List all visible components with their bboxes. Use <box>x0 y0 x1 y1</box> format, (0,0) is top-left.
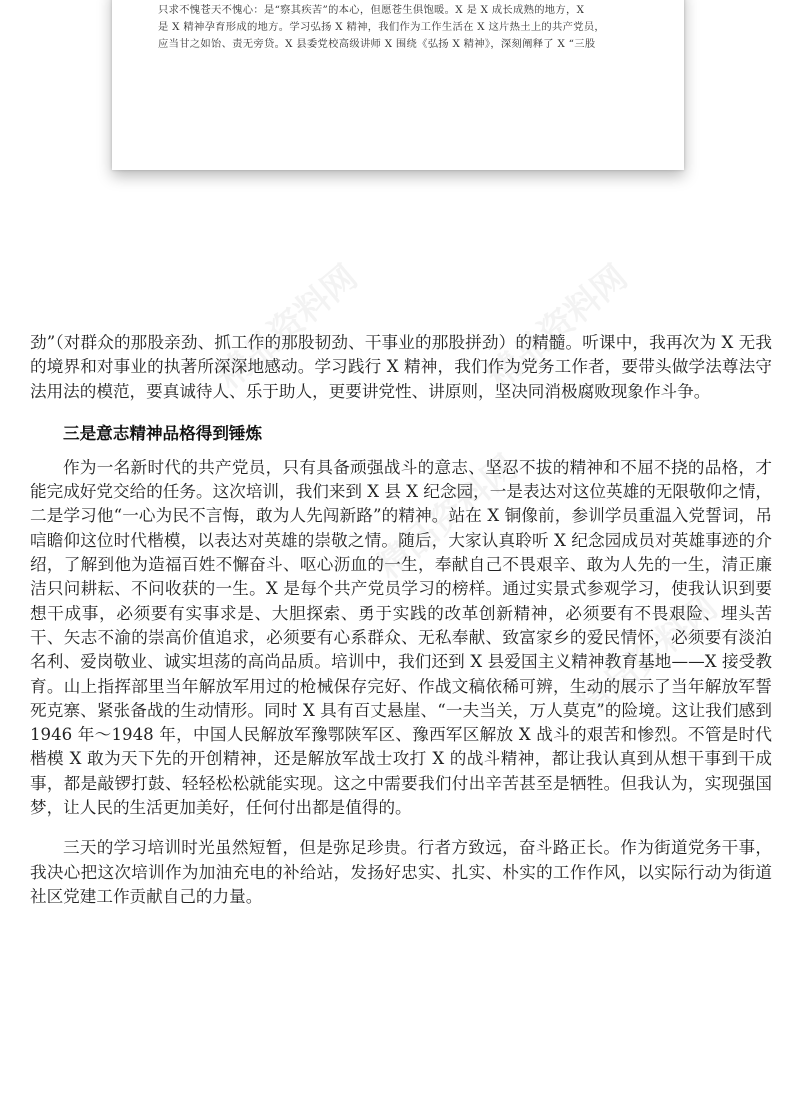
paragraph: 三天的学习培训时光虽然短暂，但是弥足珍贵。行者方致远，奋斗路正长。作为街道党务干事，我决心把这次培训作为加油充电的补给站，发扬好忠实、扎实、朴实的工作作风，以实际行动为街道社区党建工作贡献自己的力量。 <box>30 838 772 906</box>
watermark-text: 精品资料网 <box>369 447 526 588</box>
preview-line: 是 X 精神孕育形成的地方。学习弘扬 X 精神，我们作为工作生活在 X 这片热土上的共产党员， <box>158 21 606 33</box>
preview-line: 应当甘之如饴、责无旁贷。X 县委党校高级讲师 X 围绕《弘扬 X 精神》，深刻阐释了 X “三股 <box>158 38 596 50</box>
paragraph-gap <box>30 820 772 836</box>
page-preview-card <box>112 0 684 170</box>
paragraph: 作为一名新时代的共产党员，只有具备顽强战斗的意志、坚忍不拔的精神和不屈不挠的品格，才能完成好党交给的任务。这次培训，我们来到 X 县 X 纪念园，一是表达对这位英雄的无限敬仰之情，二是学习他“一心为民不言悔，敢为人先闯新路”的精神。站在 X 铜像前，参训学员重温入党誓词，吊唁瞻仰这位时代楷模，以表达对英雄的崇敬之情。随后，大家认真聆听 X 纪念园成员对英雄事迹的介绍，了解到他为造福百姓不懈奋斗、呕心沥血的一生，奉献自己不畏艰辛、敢为人先的一生，清正廉洁只问耕耘、不问收获的一生。X 是每个共产党员学习的榜样。通过实景式参观学习，使我认识到要想干成事，必须要有实事求是、大胆探索、勇于实践的改革创新精神，必须要有不畏艰险、埋头苦干、矢志不渝的崇高价值追求，必须要有心系群众、无私奉献、致富家乡的爱民情怀，必须要有淡泊名利、爱岗敬业、诚实坦荡的高尚品质。培训中，我们还到 X 县爱国主义精神教育基地——X 接受教育。山上指挥部里当年解放军用过的枪械保存完好、作战文稿依稀可辨，生动的展示了当年解放军誓死克寨、紧张备战的生动情形。同时 X 具有百丈悬崖、“一夫当关，万人莫克”的险境。这让我们感到 1946 年～1948 年，中国人民解放军豫鄂陕军区、豫西军区解放 X 战斗的艰苦和惨烈。不管是时代楷模 X 敢为天下先的开创精神，还是解放军战士攻打 X 的战斗精神，都让我认真到从想干事到干成事，都是敲锣打鼓、轻轻松松就能实现。这之中需要我们付出辛苦甚至是牺牲。但我认为，实现强国梦，让人民的生活更加美好，任何付出都是值得的。 <box>30 457 772 818</box>
paragraph: 劲”（对群众的那股亲劲、抓工作的那股韧劲、干事业的那股拼劲）的精髓。听课中，我再次为 X 无我的境界和对事业的执著所深深地感动。学习践行 X 精神，我们作为党务工作者，要带头做学法尊法守法用法的模范，要真诚待人、乐于助人，更要讲党性、讲原则，坚决同消极腐败现象作斗争。 <box>30 333 772 401</box>
watermark-text: 精品资料网 <box>479 257 636 398</box>
preview-line: 只求不愧苍天不愧心：是“察其疾苦”的本心，但愿苍生俱饱暖。X 是 X 成长成熟的地方，X <box>158 4 585 16</box>
preview-text-block <box>158 2 648 53</box>
watermark-text: 精品资料网 <box>209 257 366 398</box>
article-body <box>30 331 772 909</box>
section-heading: 三是意志精神品格得到锤炼 <box>63 423 263 443</box>
watermark-text: 精品资料网 <box>569 587 726 728</box>
